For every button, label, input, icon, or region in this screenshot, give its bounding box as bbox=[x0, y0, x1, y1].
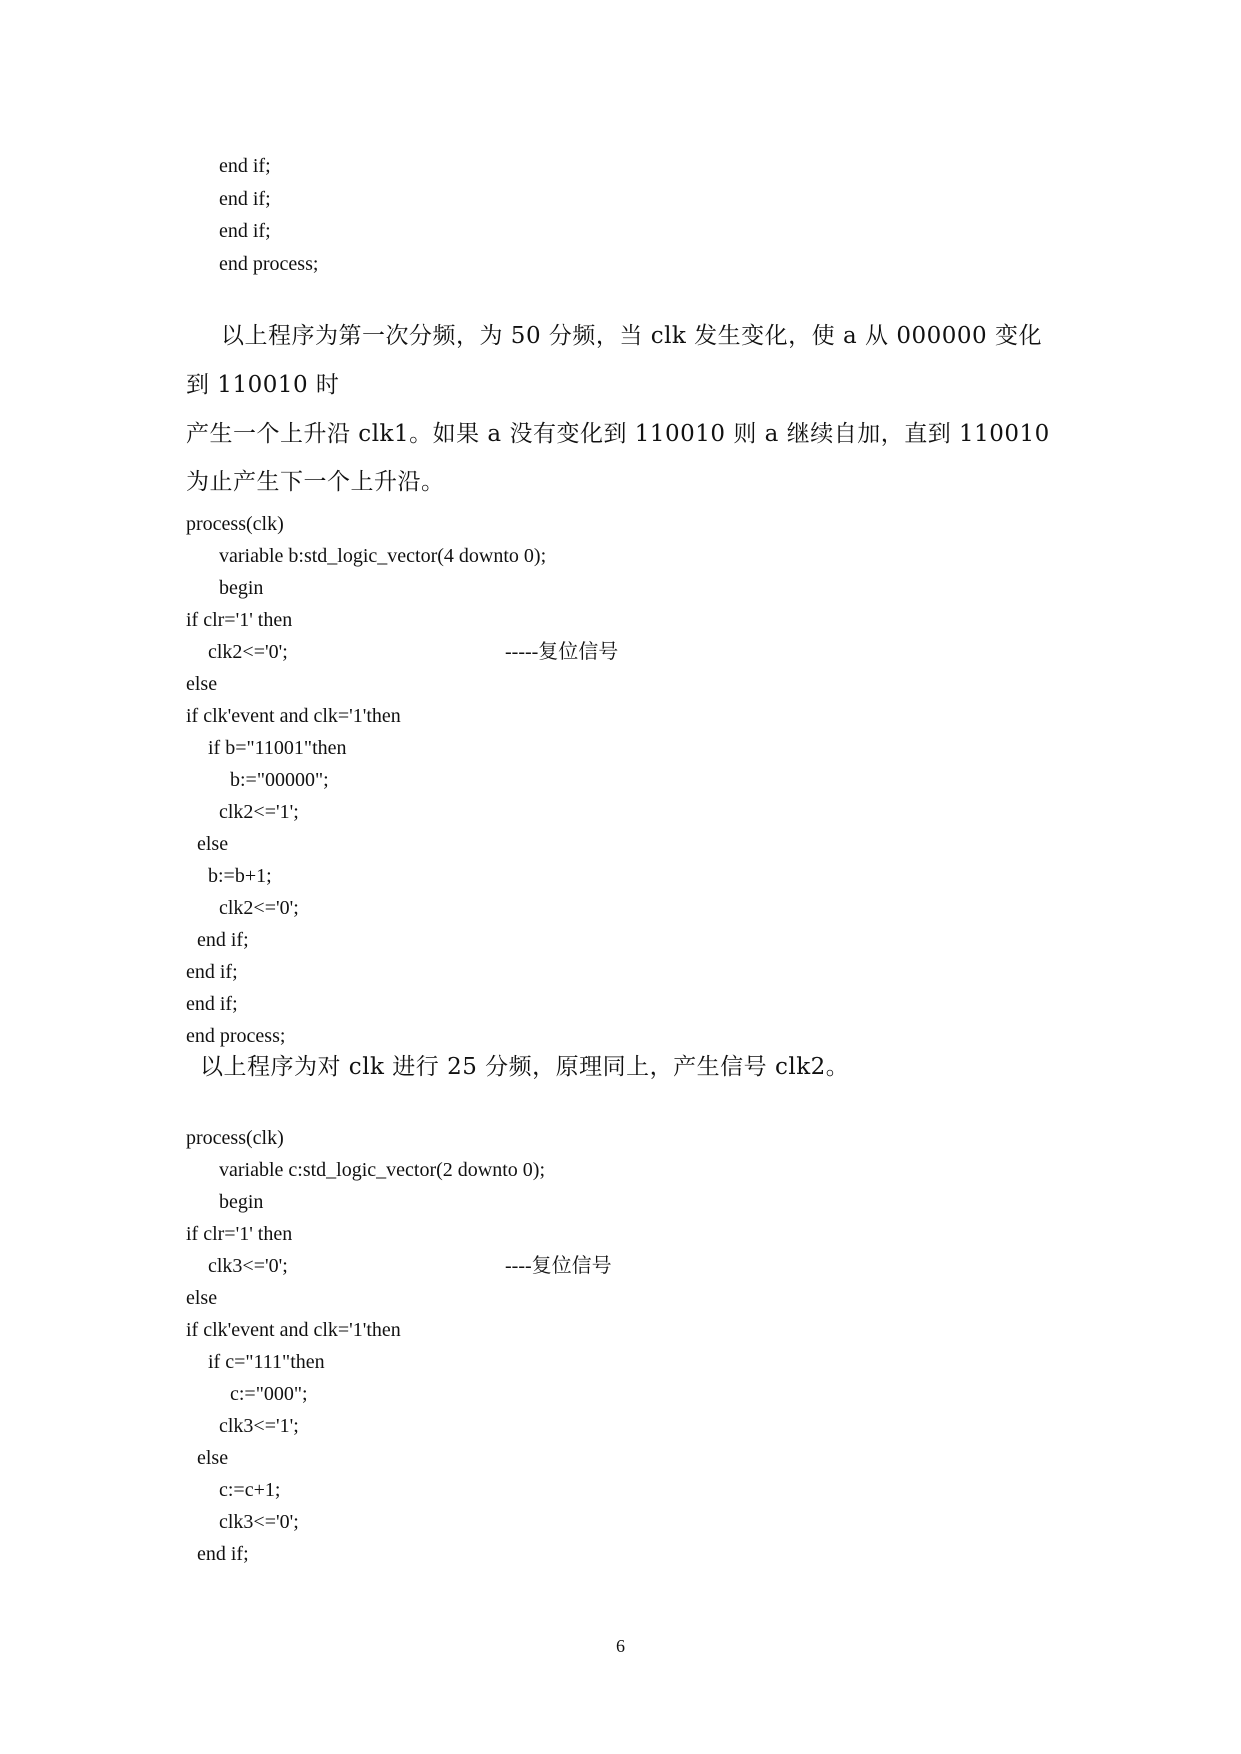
paragraph-line: 以上程序为对 clk 进行 25 分频，原理同上，产生信号 clk2。 bbox=[200, 1054, 850, 1080]
code-line: if clk'event and clk='1'then bbox=[186, 1319, 401, 1341]
code-line: variable c:std_logic_vector(2 downto 0); bbox=[219, 1159, 546, 1181]
code-line: b:="00000"; bbox=[230, 769, 329, 791]
code-line: clk3<='0'; bbox=[208, 1255, 288, 1277]
code-line: c:=c+1; bbox=[219, 1479, 281, 1501]
code-line: else bbox=[197, 1447, 229, 1469]
code-line: end if; bbox=[219, 220, 271, 242]
code-line: clk2<='0'; bbox=[219, 897, 299, 919]
code-line: b:=b+1; bbox=[208, 865, 272, 887]
paragraph-line: 到 110010 时 bbox=[186, 372, 340, 398]
page-number: 6 bbox=[616, 1636, 625, 1656]
code-line: end if; bbox=[186, 961, 238, 983]
code-line: if c="111"then bbox=[208, 1351, 325, 1373]
code-line: process(clk) bbox=[186, 513, 284, 535]
code-line: if clr='1' then bbox=[186, 609, 293, 631]
code-line: if clk'event and clk='1'then bbox=[186, 705, 401, 727]
code-line: end process; bbox=[186, 1025, 286, 1047]
code-line: variable b:std_logic_vector(4 downto 0); bbox=[219, 545, 547, 567]
paragraph-line: 产生一个上升沿 clk1。如果 a 没有变化到 110010 则 a 继续自加，直到 110010 bbox=[186, 421, 1050, 447]
code-line: end if; bbox=[219, 188, 271, 210]
paragraph-line: 为止产生下一个上升沿。 bbox=[186, 469, 445, 495]
code-line: end if; bbox=[197, 929, 249, 951]
code-comment: -----复位信号 bbox=[505, 641, 619, 663]
paragraph-line: 以上程序为第一次分频，为 50 分频，当 clk 发生变化，使 a 从 000000 变化 bbox=[221, 323, 1042, 349]
code-line: clk3<='0'; bbox=[219, 1511, 299, 1533]
code-comment: ----复位信号 bbox=[505, 1255, 612, 1277]
code-line: end if; bbox=[186, 993, 238, 1015]
code-line: if b="11001"then bbox=[208, 737, 347, 759]
code-line: clk2<='0'; bbox=[208, 641, 288, 663]
code-line: end if; bbox=[197, 1543, 249, 1565]
code-line: else bbox=[186, 1287, 218, 1309]
code-line: process(clk) bbox=[186, 1127, 284, 1149]
code-line: if clr='1' then bbox=[186, 1223, 293, 1245]
code-line: begin bbox=[219, 577, 264, 599]
code-line: clk3<='1'; bbox=[219, 1415, 299, 1437]
code-line: begin bbox=[219, 1191, 264, 1213]
code-line: else bbox=[186, 673, 218, 695]
code-line: end process; bbox=[219, 253, 319, 275]
code-line: else bbox=[197, 833, 229, 855]
code-line: clk2<='1'; bbox=[219, 801, 299, 823]
code-line: c:="000"; bbox=[230, 1383, 308, 1405]
code-line: end if; bbox=[219, 155, 271, 177]
